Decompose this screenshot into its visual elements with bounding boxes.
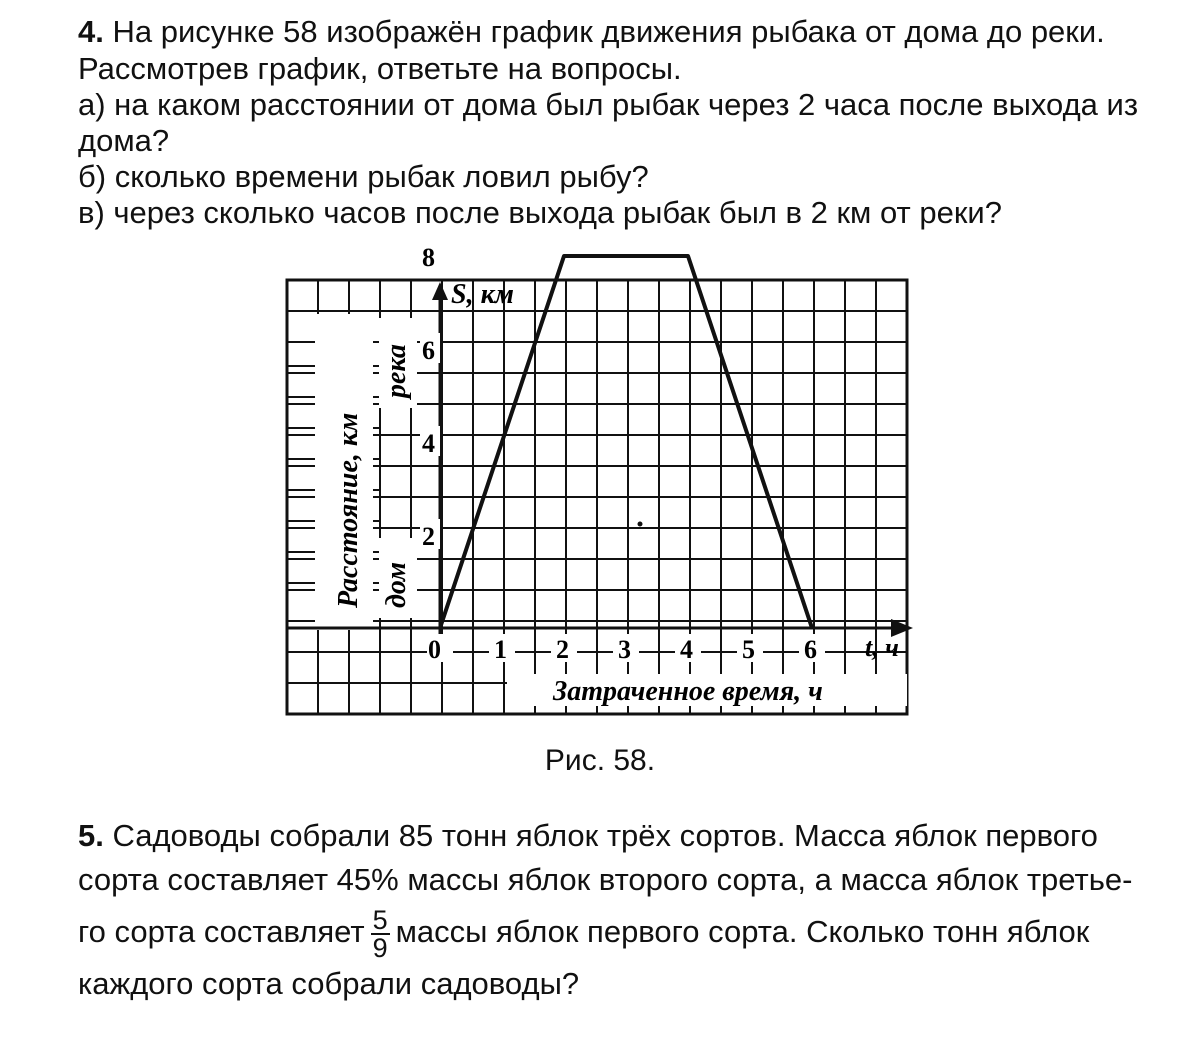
task-5-line-1 <box>78 814 1138 858</box>
x-tick-label: 4 <box>680 635 693 664</box>
task-4-text-1: На рисунке 58 изображён график движения рыбака от дома до реки. <box>112 14 1105 49</box>
task-5 <box>78 814 1138 1006</box>
x-tick-label: 0 <box>428 635 441 664</box>
task-4-question-a-cont: дома? <box>78 123 170 158</box>
task-5-line-2: сорта составляет 45% массы яблок второго сорта, а масса яблок третье- <box>78 862 1133 897</box>
task-4-line-2: Рассмотрев график, ответьте на вопросы. <box>78 51 682 86</box>
river-label: река <box>381 344 412 398</box>
y-tick-label: 2 <box>422 522 435 551</box>
task-4-question-a: а) на каком расстоянии от дома был рыбак через 2 часа после выхода из <box>78 87 1139 122</box>
y-tick-label: 6 <box>422 336 435 365</box>
task-4-number: 4. <box>78 14 104 49</box>
fraction-five-ninths <box>371 904 390 963</box>
fraction-denominator: 9 <box>372 932 388 963</box>
x-tick-label: 1 <box>494 635 507 664</box>
x-tick-label: 3 <box>618 635 631 664</box>
task-4-question-b: б) сколько времени рыбак ловил рыбу? <box>78 159 649 194</box>
y-tick-label: 8 <box>422 243 435 272</box>
stray-dot <box>638 522 643 527</box>
task-5-line-3 <box>78 902 1138 962</box>
x-tick-label: 5 <box>742 635 755 664</box>
task-5-line-4: каждого сорта собрали садоводы? <box>78 966 580 1001</box>
y-tick-label: 4 <box>422 429 435 458</box>
y-axis-arrow-icon <box>432 282 448 300</box>
distance-time-graph <box>285 243 915 724</box>
task-4-line-1 <box>78 14 1138 51</box>
elapsed-time-title: Затраченное время, ч <box>553 676 823 707</box>
distance-axis-title: Расстояние, км <box>333 412 364 608</box>
x-tick-label: 6 <box>804 635 817 664</box>
fraction-numerator: 5 <box>372 904 388 935</box>
task-5-text-3a: го сорта составляет <box>78 914 365 949</box>
task-4-question-c: в) через сколько часов после выхода рыбак был в 2 км от реки? <box>78 195 1002 230</box>
home-label: дом <box>381 561 412 608</box>
task-5-number: 5. <box>78 818 104 853</box>
x-tick-label: 2 <box>556 635 569 664</box>
figure-caption: Рис. 58. <box>544 744 656 777</box>
x-axis-label: t, ч <box>865 633 899 662</box>
task-5-text-1: Садоводы собрали 85 тонн яблок трёх сортов. Масса яблок первого <box>112 818 1098 853</box>
task-5-text-3b: массы яблок первого сорта. Сколько тонн яблок <box>395 914 1090 949</box>
y-axis-label: S, км <box>451 279 514 310</box>
task-4 <box>78 14 1138 231</box>
